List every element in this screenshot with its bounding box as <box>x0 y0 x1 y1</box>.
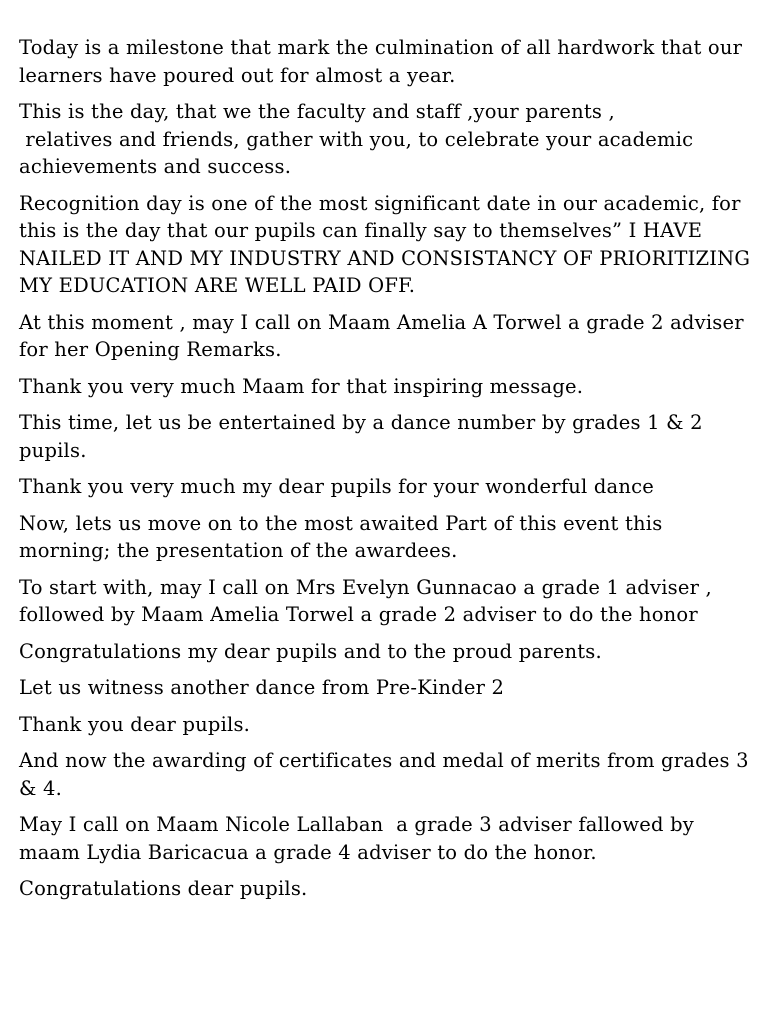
paragraph-presentation-awardees: Now, lets us move on to the most awaited Part of this event this morning; the presentation of the awardees. <box>19 511 669 562</box>
paragraph-pre-kinder-dance: Let us witness another dance from Pre-Kinder 2 <box>19 676 505 699</box>
document-body <box>19 34 757 912</box>
paragraph-opening-remarks-call: At this moment , may I call on Maam Amelia A Torwel a grade 2 adviser for her Opening Remarks. <box>19 310 751 361</box>
paragraph-thanks-message: Thank you very much Maam for that inspiring message. <box>19 374 584 398</box>
paragraph-gathering: This is the day, that we the faculty and staff ,your parents , relatives and friends, gather with you, to celebrate your academic achievements and success. <box>19 100 694 178</box>
paragraph-opening: Today is a milestone that mark the culmination of all hardwork that our learners have poured out for almost a year. <box>19 36 749 87</box>
paragraph-thank-you-pupils: Thank you dear pupils. <box>19 712 251 736</box>
paragraph-thanks-dance: Thank you very much my dear pupils for your wonderful dance <box>19 475 654 498</box>
paragraph-congratulations-closing: Congratulations dear pupils. <box>19 877 308 900</box>
paragraph-grade-1-2-honor: To start with, may I call on Mrs Evelyn Gunnacao a grade 1 adviser , followed by Maam Amelia Torwel a grade 2 adviser to do the honor <box>19 575 719 626</box>
paragraph-congratulations-parents: Congratulations my dear pupils and to the proud parents. <box>19 639 602 663</box>
paragraph-recognition-day: Recognition day is one of the most significant date in our academic, for this is the day that our pupils can finally say to themselves” I HAVE NAILED IT AND MY INDUSTRY AND CONSISTANCY OF PRIORITIZING MY EDUCATION ARE WELL PAID OFF. <box>19 191 757 297</box>
paragraph-certificates-awarding: And now the awarding of certificates and medal of merits from grades 3 & 4. <box>19 749 756 800</box>
paragraph-grade-3-4-honor: May I call on Maam Nicole Lallaban a grade 3 adviser fallowed by maam Lydia Baricacua a grade 4 adviser to do the honor. <box>19 813 701 864</box>
paragraph-dance-number: This time, let us be entertained by a dance number by grades 1 & 2 pupils. <box>19 411 710 462</box>
